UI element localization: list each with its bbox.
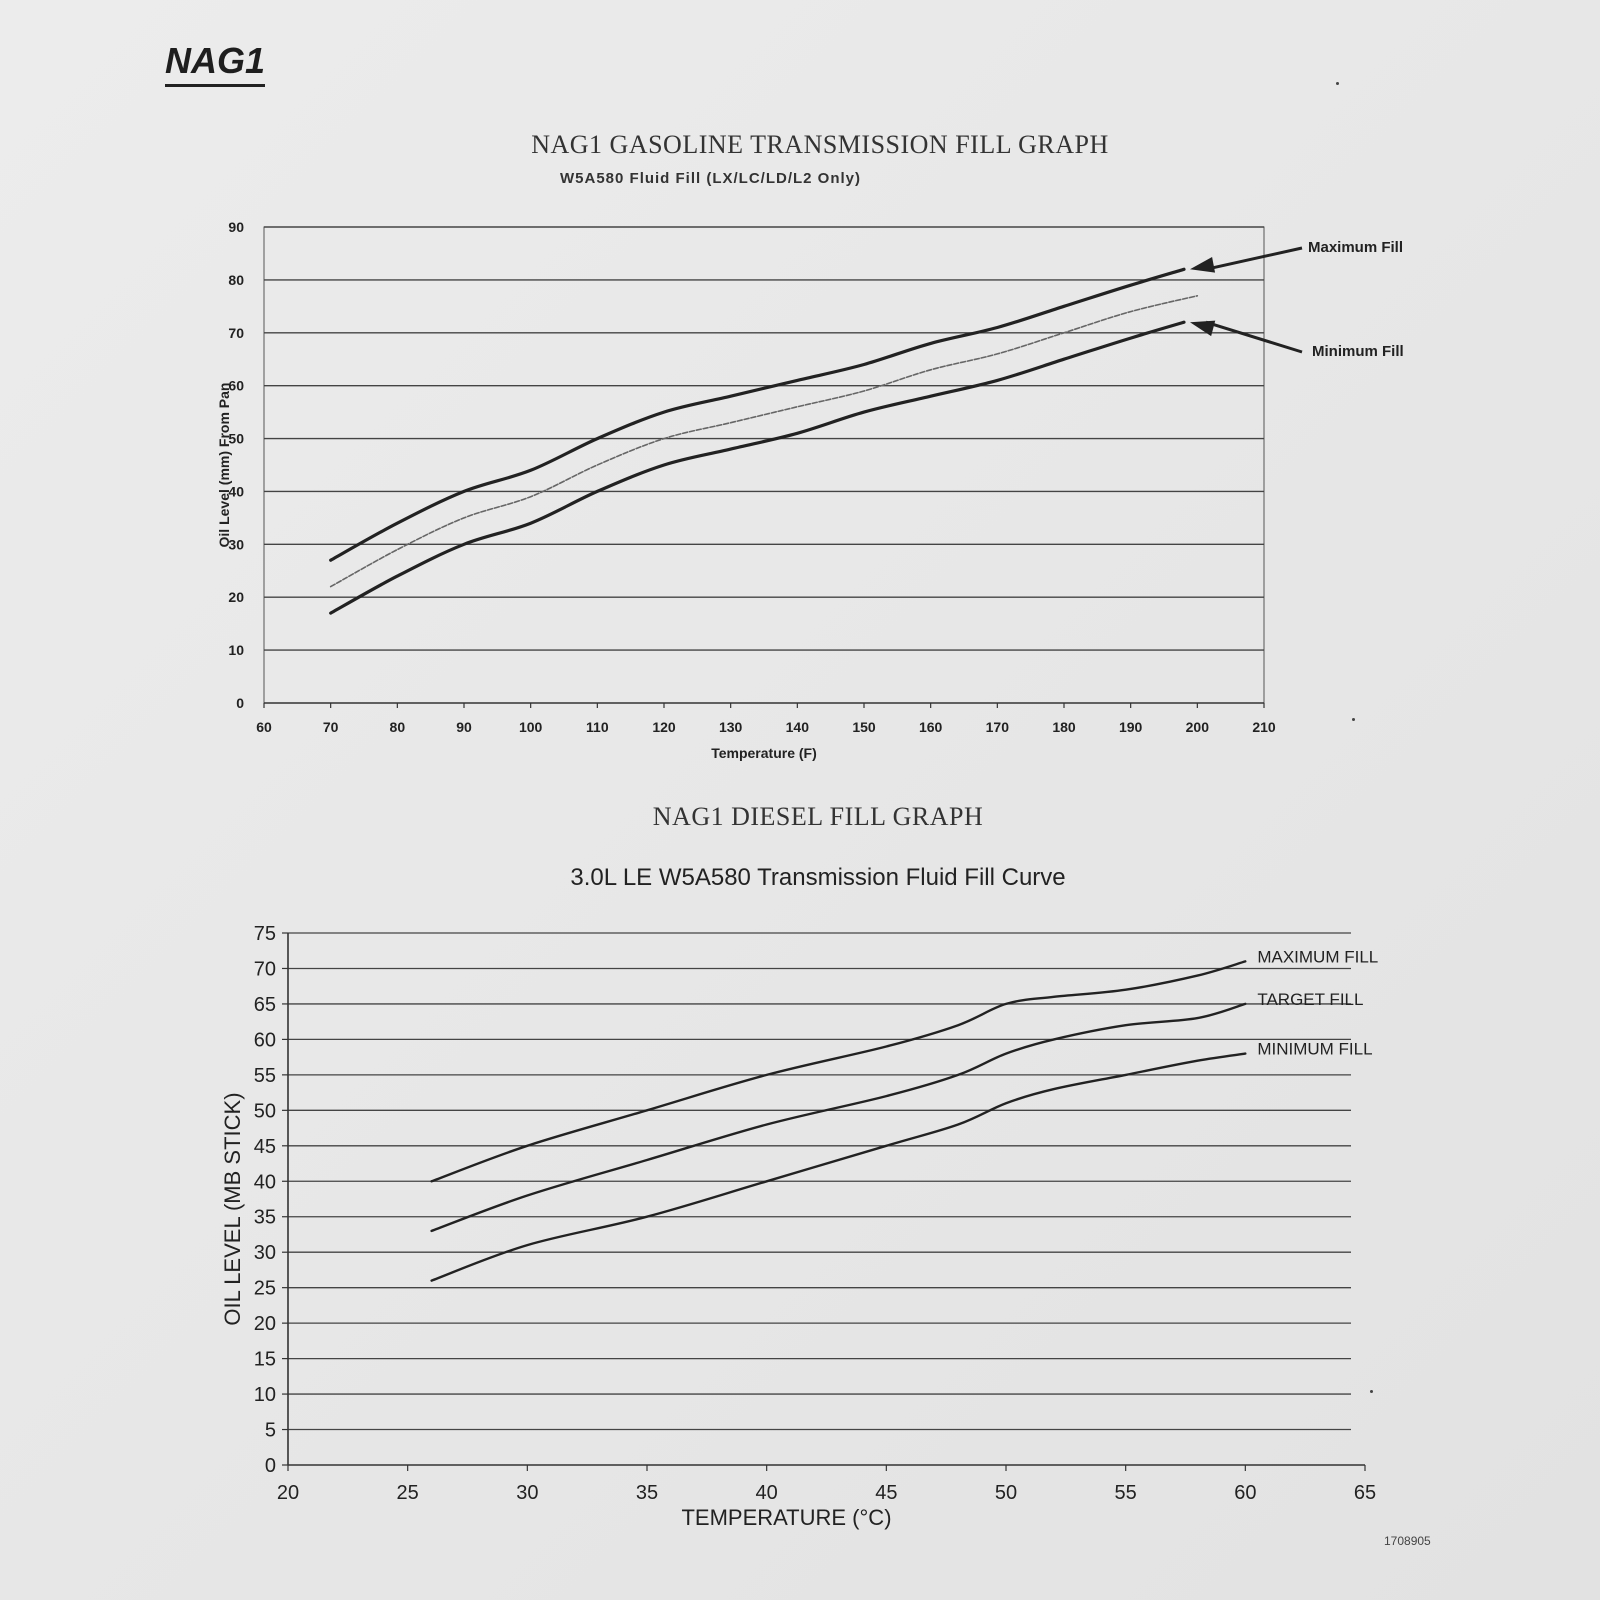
- x-axis-label: Temperature (F): [711, 745, 817, 761]
- series-line: [432, 961, 1246, 1181]
- diesel-chart-title: NAG1 DIESEL FILL GRAPH: [652, 802, 984, 831]
- series-line: [432, 1004, 1246, 1231]
- y-tick-label: 45: [253, 1135, 276, 1158]
- annotation-arrowhead: [1190, 257, 1215, 273]
- x-tick-label: 60: [1234, 1482, 1257, 1504]
- y-tick-label: 65: [253, 993, 276, 1016]
- y-tick-label: 10: [228, 642, 244, 659]
- x-tick-label: 140: [785, 719, 810, 735]
- x-tick-label: 35: [635, 1482, 659, 1504]
- y-tick-label: 60: [228, 377, 244, 394]
- y-tick-label: 80: [228, 271, 244, 288]
- x-tick-label: 100: [518, 719, 543, 735]
- scan-speck: [1336, 82, 1339, 85]
- y-tick-label: 15: [253, 1348, 276, 1371]
- series-line: [331, 269, 1184, 560]
- annotation-arrowhead: [1190, 321, 1215, 336]
- y-tick-label: 30: [228, 536, 244, 553]
- x-tick-label: 40: [755, 1482, 778, 1504]
- y-tick-label: 55: [253, 1064, 276, 1087]
- x-tick-label: 180: [1052, 719, 1076, 735]
- y-tick-label: 90: [228, 219, 244, 235]
- y-tick-label: 60: [253, 1029, 276, 1052]
- document-title: NAG1: [165, 40, 265, 87]
- diesel-chart-subtitle: 3.0L LE W5A580 Transmission Fluid Fill Curve: [570, 864, 1066, 891]
- y-tick-label: 35: [253, 1206, 276, 1229]
- y-axis-label: OIL LEVEL (MB STICK): [220, 1092, 245, 1326]
- document-number: 1708905: [1384, 1534, 1431, 1548]
- y-axis-label: Oil Level (mm) From Pan: [216, 382, 232, 548]
- scan-speck: [1352, 718, 1355, 721]
- x-tick-label: 45: [875, 1482, 898, 1504]
- x-tick-label: 55: [1114, 1482, 1137, 1504]
- x-tick-label: 190: [1118, 719, 1143, 735]
- y-tick-label: 70: [228, 324, 244, 341]
- y-tick-label: 5: [264, 1419, 276, 1442]
- x-tick-label: 80: [389, 719, 406, 735]
- scan-speck: [1370, 1390, 1373, 1393]
- x-tick-label: 150: [852, 719, 876, 735]
- x-tick-label: 210: [1252, 719, 1276, 735]
- x-tick-label: 25: [396, 1482, 419, 1504]
- series-line: [432, 1054, 1246, 1281]
- y-tick-label: 25: [253, 1277, 276, 1300]
- y-tick-label: 50: [253, 1100, 276, 1123]
- series-label: TARGET FILL: [1257, 989, 1364, 1009]
- gasoline-chart-title: NAG1 GASOLINE TRANSMISSION FILL GRAPH: [531, 130, 1109, 159]
- x-tick-label: 90: [456, 719, 472, 735]
- y-tick-label: 0: [236, 695, 244, 711]
- x-tick-label: 20: [276, 1482, 300, 1504]
- y-tick-label: 75: [253, 923, 276, 945]
- y-tick-label: 20: [253, 1313, 276, 1336]
- annotation-arrow-shaft: [1206, 322, 1302, 352]
- annotation-arrow-shaft: [1206, 248, 1302, 269]
- x-tick-label: 60: [256, 719, 272, 735]
- y-tick-label: 40: [253, 1171, 276, 1194]
- x-tick-label: 160: [918, 719, 943, 735]
- series-label: Maximum Fill: [1308, 239, 1404, 256]
- gasoline-chart-subtitle: W5A580 Fluid Fill (LX/LC/LD/L2 Only): [560, 170, 862, 187]
- x-tick-label: 200: [1185, 719, 1210, 735]
- gasoline-fill-chart: [0, 0, 1600, 780]
- series-label: MAXIMUM FILL: [1257, 947, 1379, 967]
- x-axis-label: TEMPERATURE (°C): [681, 1505, 892, 1530]
- plot-frame: [264, 227, 1264, 703]
- y-tick-label: 30: [253, 1242, 276, 1265]
- series-label: Minimum Fill: [1312, 343, 1404, 360]
- series-line: [331, 322, 1184, 613]
- x-tick-label: 65: [1353, 1482, 1377, 1504]
- x-tick-label: 70: [322, 719, 339, 735]
- y-tick-label: 20: [228, 589, 244, 606]
- x-tick-label: 50: [994, 1482, 1018, 1504]
- x-tick-label: 110: [586, 719, 609, 735]
- series-label: MINIMUM FILL: [1257, 1039, 1373, 1059]
- y-tick-label: 10: [253, 1384, 276, 1407]
- x-tick-label: 30: [516, 1482, 539, 1504]
- x-tick-label: 170: [985, 719, 1010, 735]
- y-tick-label: 40: [228, 483, 244, 500]
- y-tick-label: 50: [228, 430, 244, 447]
- y-tick-label: 0: [264, 1455, 276, 1477]
- x-tick-label: 120: [652, 719, 676, 735]
- x-tick-label: 130: [718, 719, 743, 735]
- diesel-fill-chart: [0, 780, 1600, 1600]
- y-tick-label: 70: [253, 958, 276, 981]
